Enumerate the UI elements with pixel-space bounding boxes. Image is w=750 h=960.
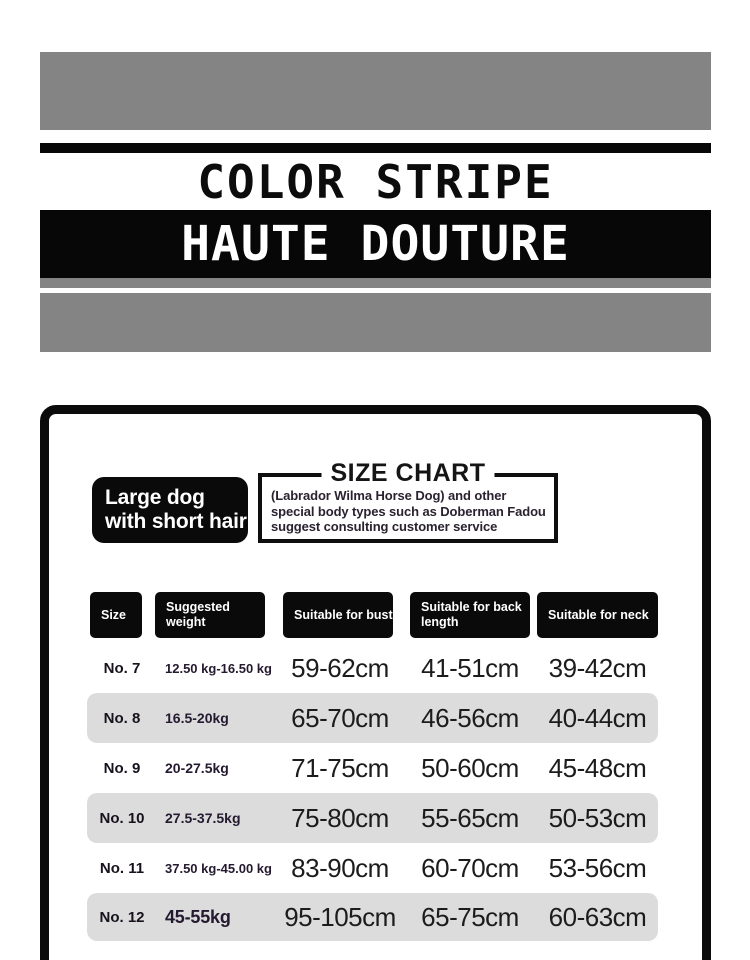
table-row-no11 bbox=[87, 843, 658, 893]
header-bust-label: Suitable for bust bbox=[294, 607, 393, 622]
back-value: 50-60cm bbox=[421, 752, 519, 783]
neck-value: 60-63cm bbox=[548, 901, 647, 932]
category-label-line1: Large dog bbox=[105, 486, 205, 509]
banner-black-divider bbox=[40, 143, 711, 153]
table-row-no12 bbox=[87, 893, 658, 941]
table-row-no8 bbox=[87, 693, 658, 743]
note-line-2: special body types such as Doberman Fadou bbox=[271, 503, 546, 519]
neck-value: 40-44cm bbox=[548, 702, 647, 733]
header-weight-label: Suggested weight bbox=[166, 600, 230, 629]
weight-value: 12.50 kg-16.50 kg bbox=[165, 660, 272, 676]
header-weight bbox=[155, 592, 265, 638]
header-back-length bbox=[410, 592, 530, 638]
size-value: No. 12 bbox=[99, 908, 145, 926]
brand-banner bbox=[40, 210, 711, 278]
size-value: No. 7 bbox=[103, 659, 141, 677]
header-back-length-label: Suitable for back length bbox=[421, 600, 522, 629]
back-value: 55-65cm bbox=[421, 802, 519, 833]
neck-value: 39-42cm bbox=[548, 652, 647, 683]
category-label bbox=[92, 477, 248, 543]
table-row-no9 bbox=[87, 743, 658, 793]
weight-value: 45-55kg bbox=[165, 906, 231, 927]
bust-value: 83-90cm bbox=[291, 852, 389, 883]
weight-value: 20-27.5kg bbox=[165, 759, 229, 776]
neck-value: 53-56cm bbox=[548, 852, 647, 883]
size-value: No. 10 bbox=[99, 809, 145, 827]
bust-value: 75-80cm bbox=[291, 802, 389, 833]
note-line-3: suggest consulting customer service bbox=[271, 519, 498, 534]
weight-value: 27.5-37.5kg bbox=[165, 809, 241, 826]
header-size-label: Size bbox=[101, 607, 127, 622]
note-line-1: (Labrador Wilma Horse Dog) and other bbox=[271, 488, 507, 503]
banner-gray-underline bbox=[40, 278, 711, 288]
banner-gray-stripe-bottom bbox=[40, 293, 711, 352]
category-label-line2: with short hair bbox=[105, 510, 247, 533]
table-row-no10 bbox=[87, 793, 658, 843]
table-row-no7 bbox=[87, 643, 658, 693]
banner-gray-stripe-top bbox=[40, 52, 711, 130]
header-neck-label: Suitable for neck bbox=[548, 607, 649, 622]
weight-value: 16.5-20kg bbox=[165, 709, 229, 726]
header-bust bbox=[283, 592, 393, 638]
header-neck bbox=[537, 592, 658, 638]
weight-value: 37.50 kg-45.00 kg bbox=[165, 860, 272, 876]
size-value: No. 11 bbox=[99, 859, 145, 877]
size-chart-title: SIZE CHART bbox=[322, 459, 495, 488]
bust-value: 59-62cm bbox=[291, 652, 389, 683]
back-value: 46-56cm bbox=[421, 702, 519, 733]
neck-value: 45-48cm bbox=[548, 752, 647, 783]
note-box bbox=[258, 459, 558, 543]
brand-banner-text: HAUTE DOUTURE bbox=[181, 216, 570, 272]
size-value: No. 8 bbox=[103, 709, 141, 727]
back-value: 60-70cm bbox=[421, 852, 519, 883]
brand-title: COLOR STRIPE bbox=[197, 154, 554, 209]
header-size bbox=[90, 592, 142, 638]
back-value: 65-75cm bbox=[421, 901, 519, 932]
bust-value: 65-70cm bbox=[291, 702, 389, 733]
bust-value: 95-105cm bbox=[284, 901, 396, 932]
size-value: No. 9 bbox=[103, 759, 141, 777]
neck-value: 50-53cm bbox=[548, 802, 647, 833]
bust-value: 71-75cm bbox=[291, 752, 389, 783]
back-value: 41-51cm bbox=[421, 652, 519, 683]
